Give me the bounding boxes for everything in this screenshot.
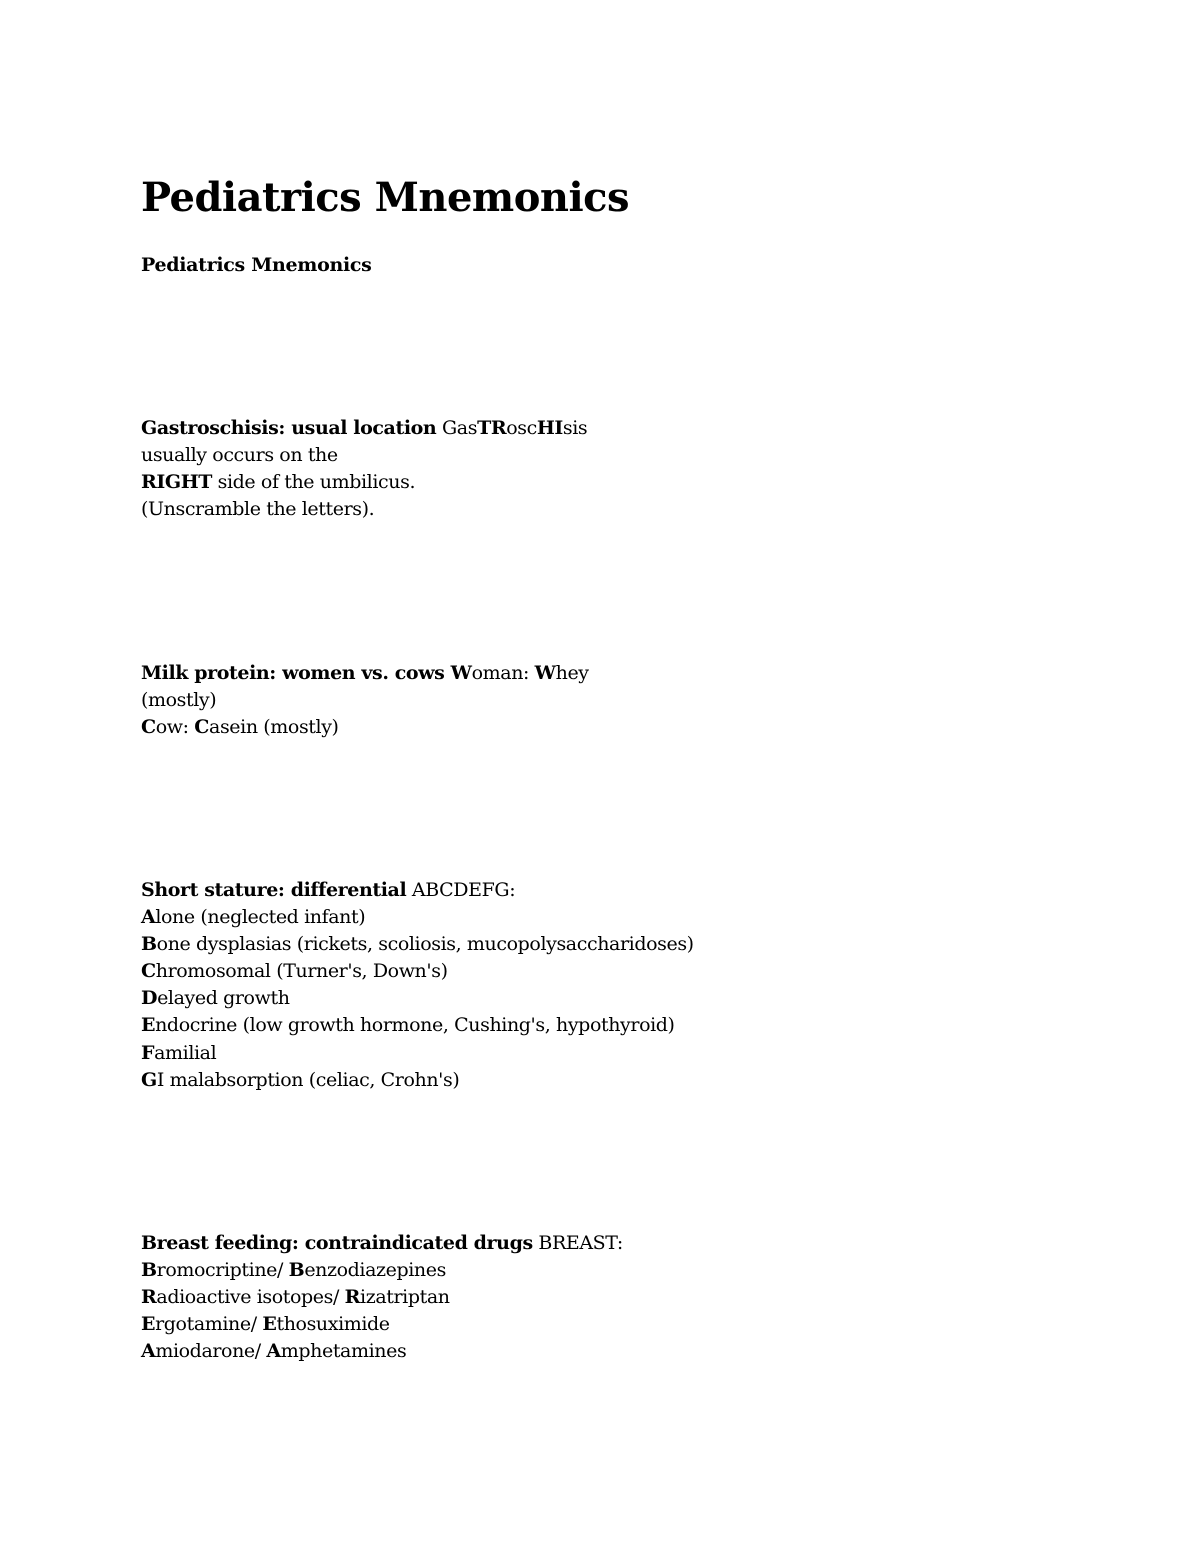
mnemonic-text: : [509,879,516,901]
mnemonic-text: rgotamine/ [155,1313,263,1336]
mnemonic-heading-line [141,877,694,904]
mnemonic-heading: Milk protein: women vs. cows [141,662,445,684]
mnemonic-text: mphetamines [280,1340,407,1363]
mnemonic-key-letters: C [141,960,156,983]
mnemonic-text: elayed growth [157,987,290,1010]
mnemonic-line [141,496,587,523]
mnemonic-text: ow: [155,716,195,739]
mnemonic-text: osc [506,417,537,439]
mnemonic-key-letters: TR [477,417,507,439]
mnemonic-text: (mostly) [141,689,217,712]
mnemonic-text: usually occurs on the [141,444,338,467]
mnemonic-text: side of the umbilicus. [212,471,416,494]
mnemonic-key-letters: F [141,1041,155,1064]
mnemonic-text: hey [555,662,589,684]
mnemonic-key-letters: G [141,1068,157,1091]
mnemonic-text: : [616,1232,623,1254]
mnemonic-line [141,1338,623,1365]
mnemonic-text: oman: [471,662,535,684]
mnemonic-line [141,1284,623,1311]
page-subtitle: Pediatrics Mnemonics [141,254,372,276]
mnemonic-text: romocriptine/ [156,1259,289,1282]
mnemonic-line [141,469,587,496]
mnemonic-line [141,442,587,469]
mnemonic-breast-feeding [141,1230,623,1365]
mnemonic-line [141,714,589,741]
mnemonic-text: asein (mostly) [209,716,339,739]
mnemonic-text: enzodiazepines [304,1259,446,1282]
mnemonic-line [141,1040,694,1067]
mnemonic-line [141,1012,694,1039]
mnemonic-milk-protein [141,660,589,741]
mnemonic-line [141,687,589,714]
mnemonic-short-stature [141,877,694,1094]
mnemonic-text: lone (neglected infant) [155,906,366,929]
mnemonic-key-letters: B [141,1259,157,1282]
mnemonic-key-letters: R [141,1286,157,1309]
mnemonic-key-letters: C [141,716,156,739]
mnemonic-line [141,931,694,958]
mnemonic-text: sis [562,417,588,439]
mnemonic-text: BREAST [532,1232,617,1254]
mnemonic-line [141,1311,623,1338]
mnemonic-line [141,958,694,985]
mnemonic-key-letters: D [141,987,158,1010]
mnemonic-text: izatriptan [360,1286,450,1309]
mnemonic-text: I malabsorption (celiac, Crohn's) [156,1068,460,1091]
mnemonic-text: ndocrine (low growth hormone, Cushing's, hypothyroid) [155,1014,675,1037]
mnemonic-text: one dysplasias (rickets, scoliosis, mucopolysaccharidoses) [156,933,694,956]
mnemonic-heading: Short stature: differential [141,879,407,901]
mnemonic-key-letters: E [141,1014,156,1037]
mnemonic-key-letters: B [141,933,157,956]
mnemonic-text: amilial [154,1041,217,1064]
mnemonic-heading: Gastroschisis: usual location [141,417,437,439]
mnemonic-line [141,904,694,931]
mnemonic-heading: Breast feeding: contraindicated drugs [141,1232,533,1254]
page-title: Pediatrics Mnemonics [141,174,630,221]
mnemonic-line [141,1257,623,1284]
mnemonic-key-letters: A [266,1340,281,1363]
mnemonic-key-letters: C [194,716,210,739]
mnemonic-text: Ga [436,417,468,439]
mnemonic-key-letters: B [288,1259,305,1282]
mnemonic-key-letters: E [262,1313,277,1336]
mnemonic-gastroschisis [141,415,587,523]
mnemonic-key-letters: RIGHT [141,471,212,494]
mnemonic-key-letters: W [444,662,472,684]
mnemonic-text: s [467,417,478,439]
mnemonic-key-letters: W [534,662,556,684]
mnemonic-key-letters: R [344,1286,361,1309]
mnemonic-key-letters: A [141,1340,156,1363]
mnemonic-heading-line [141,415,587,442]
mnemonic-line [141,985,694,1012]
mnemonic-text: ABCDEFG [406,879,510,901]
mnemonic-heading-line [141,660,589,687]
mnemonic-text: thosuximide [276,1313,390,1336]
mnemonic-key-letters: HI [536,417,563,439]
mnemonic-text: miodarone/ [155,1340,267,1363]
mnemonic-text: adioactive isotopes/ [156,1286,345,1309]
mnemonic-text: hromosomal (Turner's, Down's) [155,960,448,983]
mnemonic-line [141,1067,694,1094]
mnemonic-key-letters: E [141,1313,156,1336]
mnemonic-text: (Unscramble the letters). [141,498,375,521]
mnemonic-heading-line [141,1230,623,1257]
mnemonic-key-letters: A [141,906,156,929]
